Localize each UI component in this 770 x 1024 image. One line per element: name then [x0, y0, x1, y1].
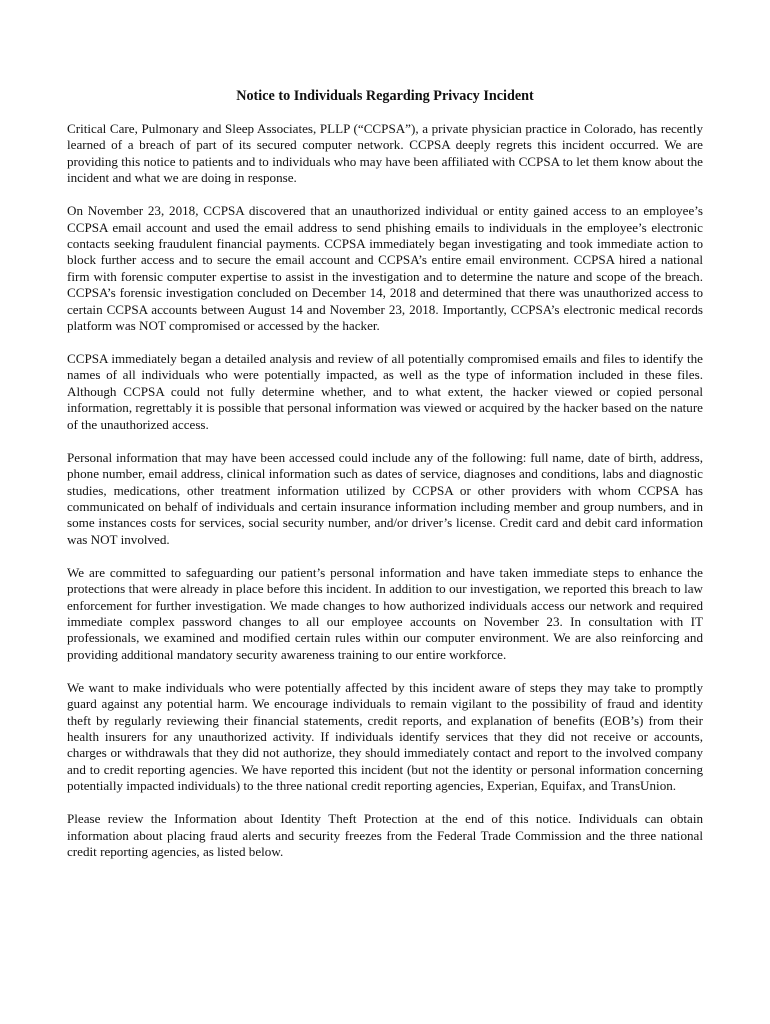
paragraph-analysis: CCPSA immediately began a detailed analysis and review of all potentially compromised emails and files to identify the names of all individuals who were potentially impacted, as well as the type of information included in these files. Although CCPSA could not fully determine whether, and to what extent, the hacker viewed or copied personal information, regrettably it is possible that personal information was viewed or acquired by the hacker based on the nature of the unauthorized access. — [67, 351, 703, 432]
paragraph-discovery: On November 23, 2018, CCPSA discovered that an unauthorized individual or entity gained access to an employee’s CCPSA email account and used the email address to send phishing emails to individuals in the employee’s electronic contacts seeking fraudulent financial payments. CCPSA immediately began investigating and took immediate action to block further access and to secure the email account and CCPSA’s entire email environment. CCPSA hired a national firm with forensic computer expertise to assist in the investigation and to determine the nature and scope of the breach. CCPSA’s forensic investigation concluded on December 14, 2018 and determined that there was unauthorized access to certain CCPSA accounts between August 14 and November 23, 2018. Importantly, CCPSA’s electronic medical records platform was NOT compromised or accessed by the hacker. — [67, 203, 703, 334]
document-page — [67, 88, 703, 877]
paragraph-safeguards: We are committed to safeguarding our patient’s personal information and have taken immediate steps to enhance the protections that were already in place before this incident. In addition to our investigation, we reported this breach to law enforcement for further investigation. We made changes to how authorized individuals access our network and required immediate complex password changes to all our employee accounts on November 23. In consultation with IT professionals, we examined and modified certain rules within our computer environment. We are also reinforcing and providing additional mandatory security awareness training to our entire workforce. — [67, 564, 703, 662]
paragraph-recommendations: We want to make individuals who were potentially affected by this incident aware of steps they may take to promptly guard against any potential harm. We encourage individuals to remain vigilant to the possibility of fraud and identity theft by regularly reviewing their financial statements, credit reports, and explanation of benefits (EOB’s) from their health insurers for any unauthorized activity. If individuals identify services that they did not receive or accounts, charges or withdrawals that they did not authorize, they should immediately contact and report to the involved company and to credit reporting agencies. We have reported this incident (but not the identity or personal information concerning potentially impacted individuals) to the three national credit reporting agencies, Experian, Equifax, and TransUnion. — [67, 679, 703, 794]
paragraph-further-info: Please review the Information about Identity Theft Protection at the end of this notice. Individuals can obtain information about placing fraud alerts and security freezes from the Federal Trade Commission and the three national credit reporting agencies, as listed below. — [67, 811, 703, 859]
paragraph-intro: Critical Care, Pulmonary and Sleep Associates, PLLP (“CCPSA”), a private physician practice in Colorado, has recently learned of a breach of part of its secured computer network. CCPSA deeply regrets this incident occurred. We are providing this notice to patients and to individuals who may have been affiliated with CCPSA to let them know about the incident and what we are doing in response. — [67, 121, 703, 186]
document-title: Notice to Individuals Regarding Privacy Incident — [236, 88, 534, 104]
paragraph-information-accessed: Personal information that may have been accessed could include any of the following: full name, date of birth, address, phone number, email address, clinical information such as dates of service, diagnoses and conditions, labs and diagnostic studies, medications, other treatment information utilized by CCPSA or other providers with whom CCPSA has communicated on behalf of individuals and certain insurance information including member and group numbers, and in some instances costs for services, social security number, and/or driver’s license. Credit card and debit card information was NOT involved. — [67, 449, 703, 547]
